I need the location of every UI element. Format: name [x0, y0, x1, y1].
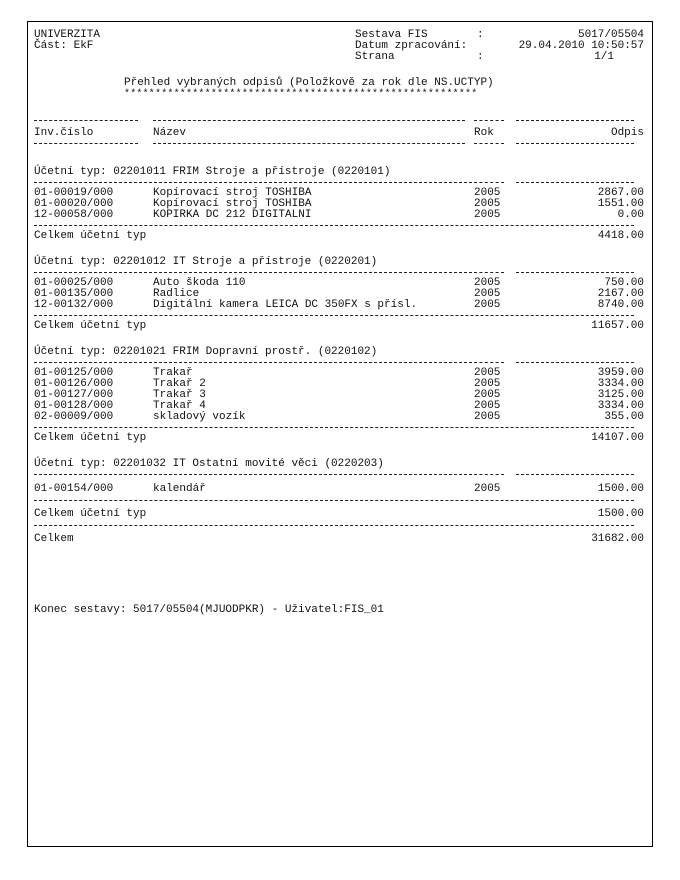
group-rule	[34, 474, 472, 475]
group-rule	[474, 272, 504, 273]
row-amount: 2867.00	[597, 187, 644, 199]
col-rule	[153, 143, 465, 144]
group-total-rule	[34, 500, 634, 501]
report-label: Sestava FIS	[355, 29, 428, 41]
group-total-label: Celkem účetní typ	[34, 320, 147, 332]
grand-total: 31682.00	[591, 533, 644, 545]
row-name: Trakař 3	[153, 389, 206, 401]
group-total-label: Celkem účetní typ	[34, 230, 147, 242]
row-inv: 01-00127/000	[34, 389, 114, 401]
row-name: Radlice	[153, 288, 200, 300]
row-amount: 0.00	[617, 209, 644, 221]
row-amount: 3959.00	[597, 367, 644, 379]
group-heading: Účetní typ: 02201012 IT Stroje a přístroje (0220201)	[34, 256, 378, 268]
group-rule	[34, 362, 472, 363]
row-name: Trakař	[153, 367, 193, 379]
group-total-rule	[34, 427, 634, 428]
group-total: 1500.00	[597, 508, 644, 520]
group-total: 11657.00	[591, 320, 644, 332]
row-inv: 01-00154/000	[34, 483, 114, 495]
org-name: UNIVERZITA	[34, 29, 101, 41]
group-total: 4418.00	[597, 230, 644, 242]
group-rule	[474, 474, 504, 475]
department: Část: EkF	[34, 40, 94, 52]
row-year: 2005	[474, 288, 501, 300]
row-amount: 3125.00	[597, 389, 644, 401]
group-rule	[516, 182, 634, 183]
row-year: 2005	[474, 389, 501, 401]
group-rule	[34, 272, 472, 273]
grand-total-label: Celkem	[34, 533, 74, 545]
report-sep: :	[477, 29, 484, 41]
report-title: Přehled vybraných odpisů (Položkově za rok dle NS.UCTYP)	[124, 77, 494, 89]
page-label: Strana	[355, 51, 395, 63]
row-name: skladový vozík	[153, 411, 246, 423]
group-total: 14107.00	[591, 432, 644, 444]
row-amount: 750.00	[604, 277, 644, 289]
row-name: Kopírovací stroj TOSHIBA	[153, 198, 312, 210]
row-amount: 2167.00	[597, 288, 644, 300]
row-amount: 1551.00	[597, 198, 644, 210]
col-rule	[516, 143, 634, 144]
row-amount: 1500.00	[597, 483, 644, 495]
col-inv: Inv.číslo	[34, 127, 94, 139]
row-name: Digitální kamera LEICA DC 350FX s přísl.	[153, 299, 418, 311]
title-underline: *********************************************************	[124, 89, 478, 100]
row-year: 2005	[474, 400, 501, 412]
page-sep: :	[477, 51, 484, 63]
row-year: 2005	[474, 209, 501, 221]
row-name: Kopírovací stroj TOSHIBA	[153, 187, 312, 199]
row-amount: 3334.00	[597, 378, 644, 390]
date-label: Datum zpracování:	[355, 40, 468, 52]
row-name: Trakař 4	[153, 400, 206, 412]
row-year: 2005	[474, 378, 501, 390]
row-inv: 01-00135/000	[34, 288, 114, 300]
row-year: 2005	[474, 187, 501, 199]
page-number: 1/1	[594, 51, 614, 63]
col-rule	[153, 120, 465, 121]
row-inv: 01-00125/000	[34, 367, 114, 379]
col-rule	[34, 120, 138, 121]
col-rule	[516, 120, 634, 121]
group-total-label: Celkem účetní typ	[34, 508, 147, 520]
group-total-rule	[34, 315, 634, 316]
date-value: 29.04.2010 10:50:57	[518, 40, 644, 52]
col-amount: Odpis	[610, 127, 644, 139]
row-year: 2005	[474, 299, 501, 311]
row-inv: 01-00126/000	[34, 378, 114, 390]
row-amount: 355.00	[604, 411, 644, 423]
row-year: 2005	[474, 277, 501, 289]
col-rule	[34, 143, 138, 144]
row-inv: 02-00009/000	[34, 411, 114, 423]
report-page	[27, 21, 653, 847]
group-rule	[516, 474, 634, 475]
group-heading: Účetní typ: 02201032 IT Ostatní movité věci (0220203)	[34, 458, 384, 470]
report-footer: Konec sestavy: 5017/05504(MJUODPKR) - Uživatel:FIS_01	[34, 604, 384, 616]
row-year: 2005	[474, 411, 501, 423]
row-year: 2005	[474, 367, 501, 379]
group-rule	[474, 182, 504, 183]
col-rule	[474, 120, 504, 121]
group-total-label: Celkem účetní typ	[34, 432, 147, 444]
group-rule	[34, 182, 472, 183]
report-number: 5017/05504	[577, 29, 644, 41]
row-inv: 12-00132/000	[34, 299, 114, 311]
row-amount: 3334.00	[597, 400, 644, 412]
col-name: Název	[153, 127, 187, 139]
group-rule	[516, 362, 634, 363]
row-name: Auto škoda 110	[153, 277, 246, 289]
row-inv: 12-00058/000	[34, 209, 114, 221]
row-inv: 01-00128/000	[34, 400, 114, 412]
group-heading: Účetní typ: 02201021 FRIM Dopravní prostř. (0220102)	[34, 346, 378, 358]
row-name: kalendář	[153, 483, 206, 495]
row-year: 2005	[474, 198, 501, 210]
col-year: Rok	[474, 127, 494, 139]
group-total-rule	[34, 225, 634, 226]
col-rule	[474, 143, 504, 144]
row-name: Trakař 2	[153, 378, 206, 390]
group-rule	[474, 362, 504, 363]
row-amount: 8740.00	[597, 299, 644, 311]
row-inv: 01-00020/000	[34, 198, 114, 210]
row-name: KOPIRKA DC 212 DIGITALNI	[153, 209, 312, 221]
group-rule	[516, 272, 634, 273]
row-inv: 01-00025/000	[34, 277, 114, 289]
grand-total-rule	[34, 525, 634, 526]
group-heading: Účetní typ: 02201011 FRIM Stroje a přístroje (0220101)	[34, 166, 391, 178]
row-inv: 01-00019/000	[34, 187, 114, 199]
row-year: 2005	[474, 483, 501, 495]
